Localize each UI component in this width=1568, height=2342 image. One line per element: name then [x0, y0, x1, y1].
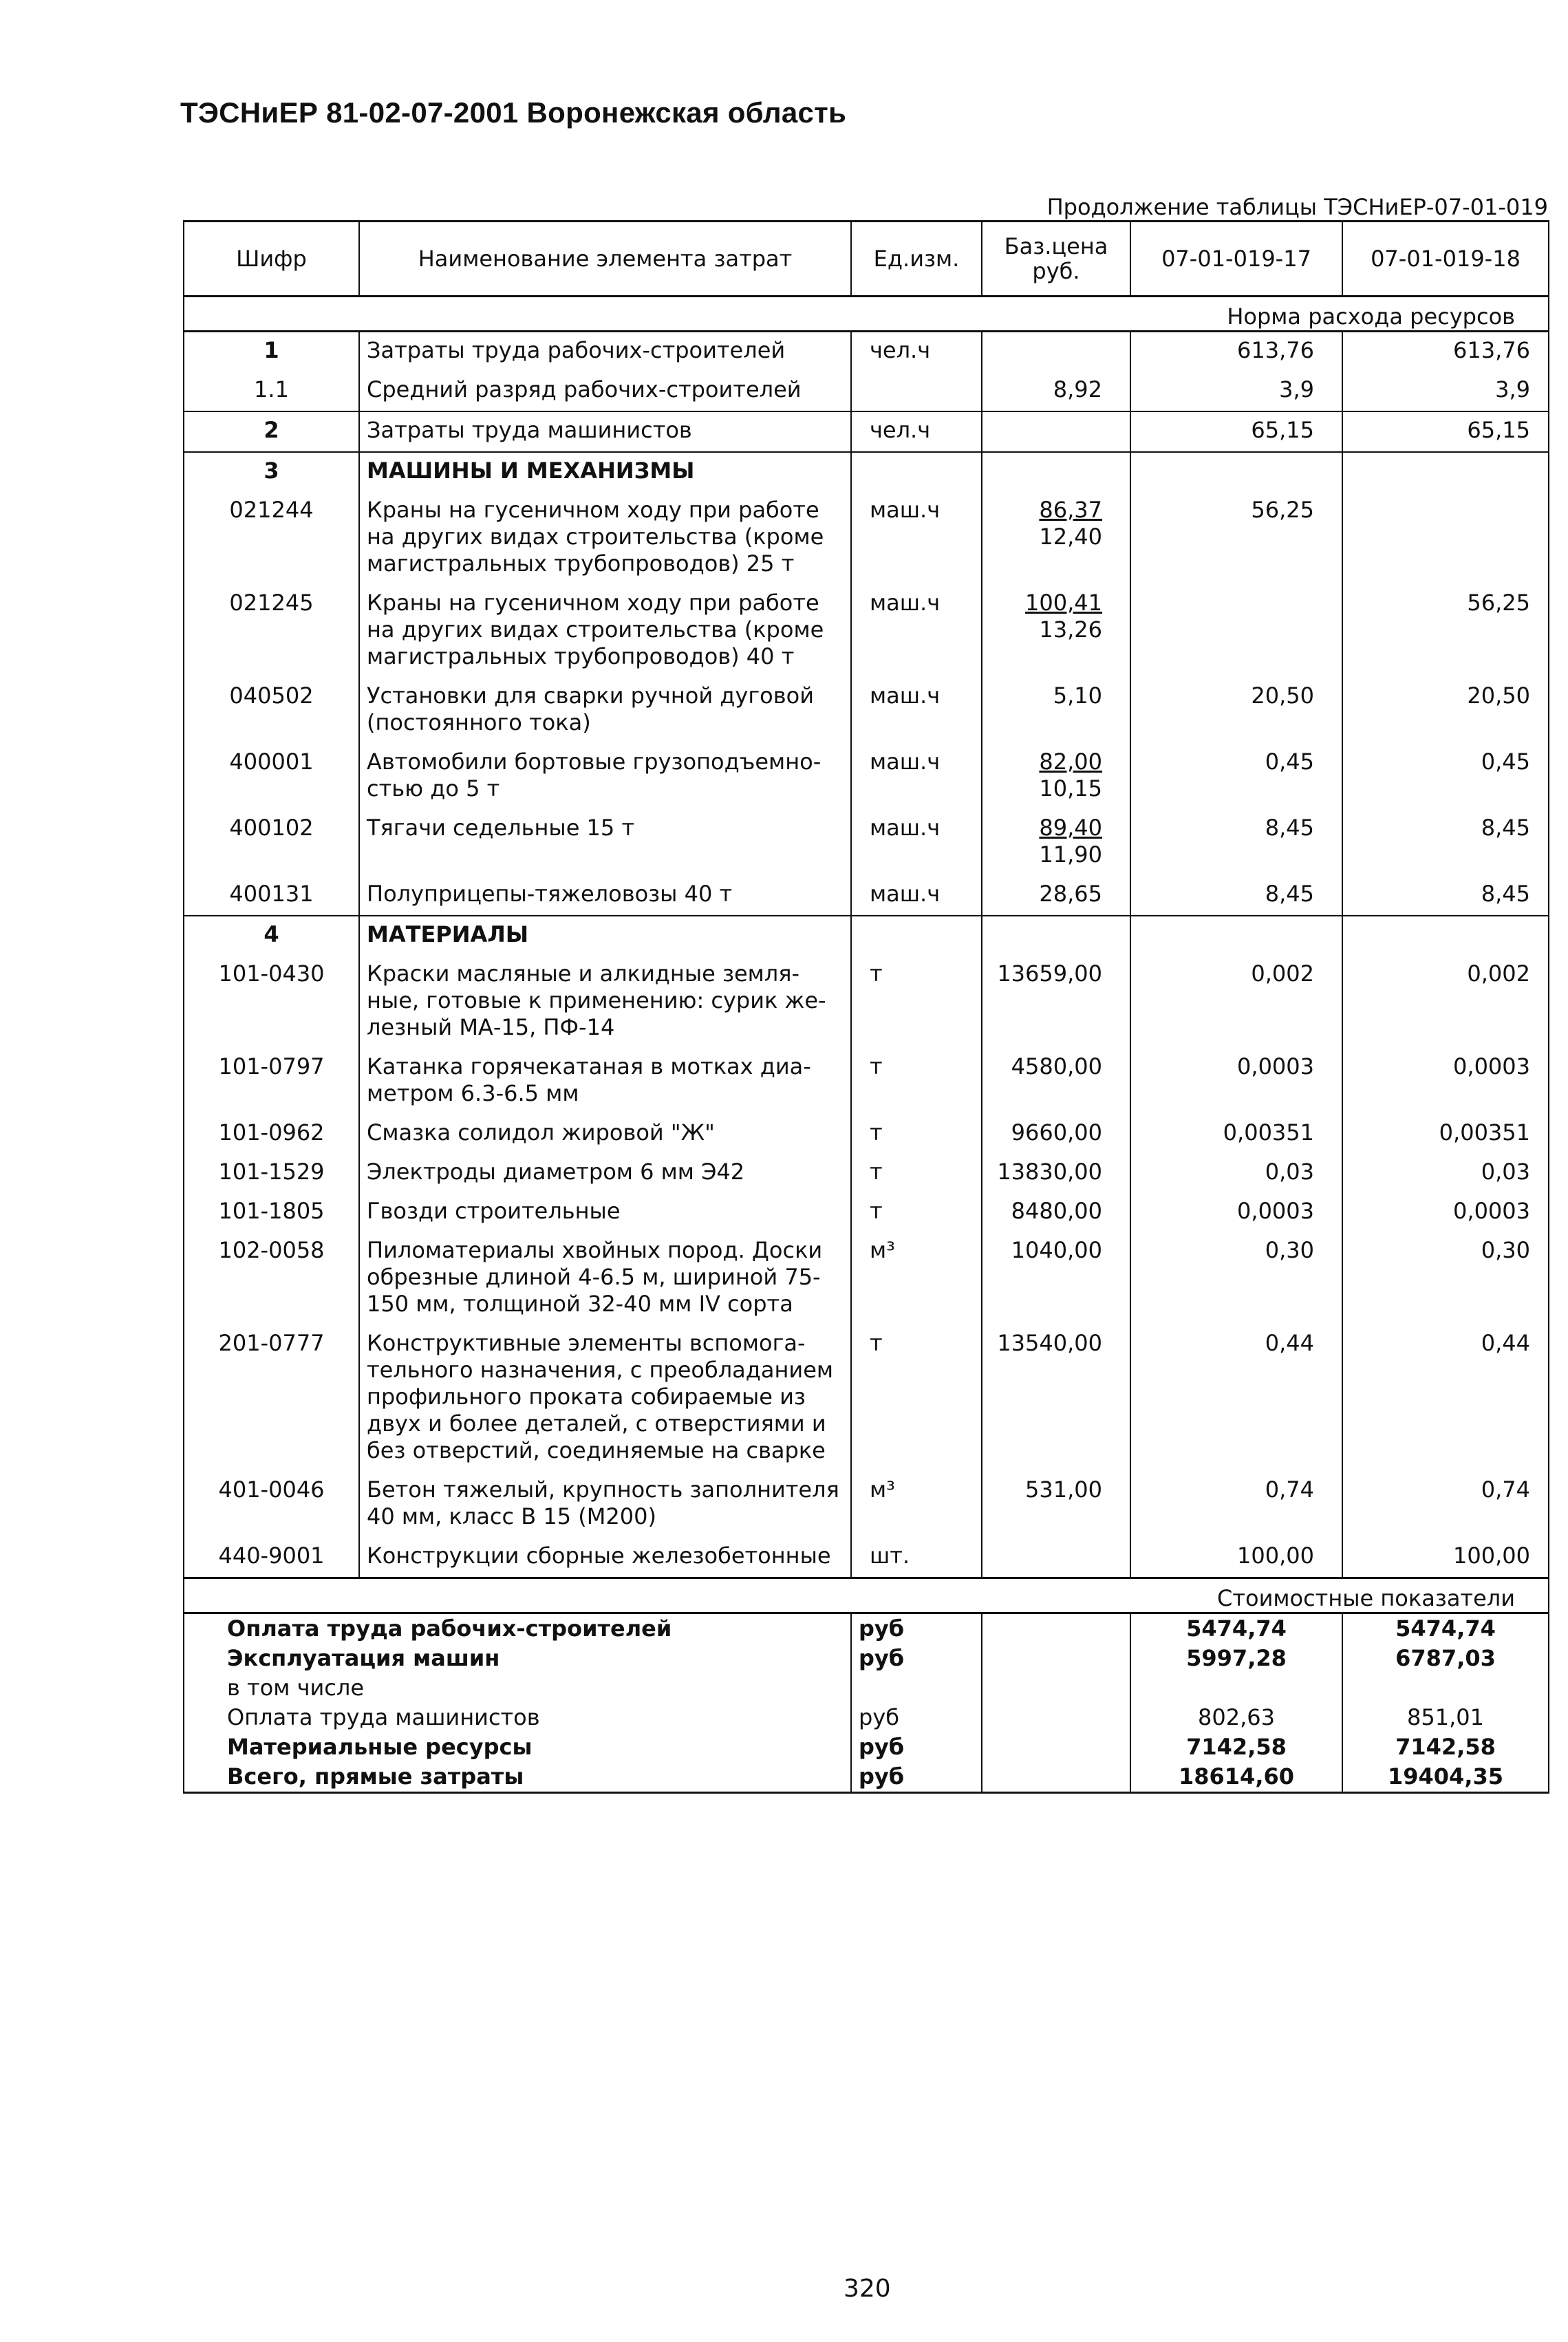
row-price-value: 9660,00 [1011, 1119, 1102, 1146]
table-row [184, 492, 1549, 585]
row-name: Конструкции сборные железобетонные [359, 1538, 851, 1578]
row-name: Смазка солидол жировой "Ж" [359, 1115, 851, 1154]
totals-value-018: 851,01 [1342, 1703, 1549, 1732]
table-row [184, 1325, 1549, 1472]
row-value-017: 20,50 [1130, 678, 1342, 744]
row-unit: маш.ч [851, 585, 982, 678]
totals-unit [851, 1673, 982, 1703]
row-value-017: 56,25 [1130, 492, 1342, 585]
header-col-018: 07-01-019-18 [1342, 222, 1549, 297]
row-price [982, 332, 1130, 372]
row-value-018: 8,45 [1342, 876, 1549, 916]
row-price-value: 13540,00 [997, 1330, 1102, 1356]
row-price-value: 100,41 [1025, 590, 1102, 616]
table-row [184, 678, 1549, 744]
row-code: 2 [184, 411, 359, 452]
row-value-018: 0,45 [1342, 744, 1549, 810]
row-price [982, 876, 1130, 916]
row-unit: т [851, 956, 982, 1049]
row-value-017 [1130, 916, 1342, 956]
totals-value-017: 7142,58 [1130, 1732, 1342, 1762]
table-row [184, 1472, 1549, 1538]
totals-price-blank [982, 1762, 1130, 1793]
totals-unit: руб [851, 1732, 982, 1762]
table-row [184, 810, 1549, 876]
header-base-price-line2: руб. [1032, 258, 1080, 284]
row-unit: т [851, 1325, 982, 1472]
row-value-018: 0,0003 [1342, 1193, 1549, 1232]
row-unit: маш.ч [851, 492, 982, 585]
norm-caption: Норма расхода ресурсов [184, 297, 1549, 332]
totals-value-017 [1130, 1673, 1342, 1703]
row-value-017: 8,45 [1130, 876, 1342, 916]
header-unit: Ед.изм. [851, 222, 982, 297]
totals-price-blank [982, 1613, 1130, 1644]
row-value-018: 613,76 [1342, 332, 1549, 372]
header-code: Шифр [184, 222, 359, 297]
totals-value-018 [1342, 1673, 1549, 1703]
row-unit: т [851, 1193, 982, 1232]
row-name: МАШИНЫ И МЕХАНИЗМЫ [359, 452, 851, 492]
table-row [184, 585, 1549, 678]
row-unit: чел.ч [851, 332, 982, 372]
table-row [184, 1232, 1549, 1325]
row-code: 101-1805 [184, 1193, 359, 1232]
totals-value-018: 6787,03 [1342, 1644, 1549, 1673]
row-price [982, 372, 1130, 411]
row-code: 4 [184, 916, 359, 956]
row-name: Затраты труда машинистов [359, 411, 851, 452]
totals-label: Эксплуатация машин [184, 1644, 851, 1673]
row-price-value: 8,92 [1053, 376, 1102, 402]
totals-value-018: 5474,74 [1342, 1613, 1549, 1644]
header-base-price [982, 222, 1130, 297]
totals-row [184, 1732, 1549, 1762]
table-continuation-caption: Продолжение таблицы ТЭСНиЕР-07-01-019 [1046, 194, 1548, 220]
row-value-017: 100,00 [1130, 1538, 1342, 1578]
row-unit: маш.ч [851, 876, 982, 916]
table-row [184, 1154, 1549, 1193]
row-price [982, 956, 1130, 1049]
row-price-value: 89,40 [1039, 815, 1102, 841]
row-price [982, 1115, 1130, 1154]
row-value-017 [1130, 585, 1342, 678]
row-code: 101-0430 [184, 956, 359, 1049]
header-base-price-line1: Баз.цена [1004, 233, 1108, 259]
totals-price-blank [982, 1673, 1130, 1703]
row-value-017: 3,9 [1130, 372, 1342, 411]
totals-unit: руб [851, 1762, 982, 1793]
row-price-value: 82,00 [1039, 749, 1102, 775]
row-unit [851, 452, 982, 492]
table-header-row [184, 222, 1549, 297]
row-name: Краны на гусеничном ходу при работе на других видах строительства (кроме магистральных трубопроводов) 40 т [359, 585, 851, 678]
totals-row [184, 1613, 1549, 1644]
row-unit: т [851, 1154, 982, 1193]
row-code: 440-9001 [184, 1538, 359, 1578]
row-price [982, 1325, 1130, 1472]
row-value-018 [1342, 492, 1549, 585]
totals-row [184, 1644, 1549, 1673]
row-price-value: 13830,00 [997, 1159, 1102, 1185]
row-name: Краски масляные и алкидные земля-ные, готовые к применению: сурик же-лезный МА-15, ПФ-14 [359, 956, 851, 1049]
table-row [184, 876, 1549, 916]
row-code: 040502 [184, 678, 359, 744]
row-name: МАТЕРИАЛЫ [359, 916, 851, 956]
row-price-operator-wage: 13,26 [1039, 616, 1102, 643]
row-price-operator-wage: 11,90 [1039, 841, 1102, 868]
totals-label: Материальные ресурсы [184, 1732, 851, 1762]
totals-price-blank [982, 1732, 1130, 1762]
row-code: 021245 [184, 585, 359, 678]
table-row [184, 332, 1549, 372]
table-row [184, 1049, 1549, 1115]
row-value-017: 0,45 [1130, 744, 1342, 810]
row-price [982, 1154, 1130, 1193]
totals-price-blank [982, 1703, 1130, 1732]
row-code: 400131 [184, 876, 359, 916]
totals-value-017: 18614,60 [1130, 1762, 1342, 1793]
row-code: 3 [184, 452, 359, 492]
row-value-017: 0,00351 [1130, 1115, 1342, 1154]
totals-value-017: 5474,74 [1130, 1613, 1342, 1644]
row-name: Затраты труда рабочих-строителей [359, 332, 851, 372]
table-row [184, 452, 1549, 492]
row-code: 400001 [184, 744, 359, 810]
row-value-017: 0,002 [1130, 956, 1342, 1049]
row-price [982, 1472, 1130, 1538]
row-price-operator-wage: 12,40 [1039, 524, 1102, 550]
row-code: 201-0777 [184, 1325, 359, 1472]
row-code: 102-0058 [184, 1232, 359, 1325]
row-value-018: 0,00351 [1342, 1115, 1549, 1154]
row-unit: т [851, 1049, 982, 1115]
row-price-value: 13659,00 [997, 960, 1102, 987]
row-price-value: 531,00 [1025, 1476, 1102, 1503]
row-value-018: 100,00 [1342, 1538, 1549, 1578]
row-value-018: 65,15 [1342, 411, 1549, 452]
row-unit: шт. [851, 1538, 982, 1578]
resource-rows [184, 332, 1549, 1578]
row-unit: м³ [851, 1232, 982, 1325]
row-value-017: 0,44 [1130, 1325, 1342, 1472]
row-value-018 [1342, 452, 1549, 492]
row-value-018: 0,30 [1342, 1232, 1549, 1325]
row-value-018: 20,50 [1342, 678, 1549, 744]
row-code: 101-0797 [184, 1049, 359, 1115]
row-value-017 [1130, 452, 1342, 492]
row-price-value: 86,37 [1039, 497, 1102, 523]
row-unit: маш.ч [851, 678, 982, 744]
row-unit: чел.ч [851, 411, 982, 452]
row-value-018 [1342, 916, 1549, 956]
row-price [982, 678, 1130, 744]
row-code: 021244 [184, 492, 359, 585]
row-price [982, 452, 1130, 492]
row-value-018: 0,002 [1342, 956, 1549, 1049]
table-row [184, 1115, 1549, 1154]
row-price-value: 4580,00 [1011, 1053, 1102, 1079]
row-value-018: 0,74 [1342, 1472, 1549, 1538]
row-value-018: 56,25 [1342, 585, 1549, 678]
row-value-017: 65,15 [1130, 411, 1342, 452]
row-code: 400102 [184, 810, 359, 876]
table-row [184, 1193, 1549, 1232]
row-price-operator-wage: 10,15 [1039, 775, 1102, 802]
totals-value-018: 19404,35 [1342, 1762, 1549, 1793]
totals-row [184, 1703, 1549, 1732]
row-value-017: 0,30 [1130, 1232, 1342, 1325]
row-unit: маш.ч [851, 810, 982, 876]
document-title: ТЭСНиЕР 81-02-07-2001 Воронежская область [180, 96, 847, 129]
row-unit [851, 372, 982, 411]
row-unit: м³ [851, 1472, 982, 1538]
row-value-018: 0,03 [1342, 1154, 1549, 1193]
totals-label: в том числе [184, 1673, 851, 1703]
totals-price-blank [982, 1644, 1130, 1673]
total-rows [184, 1613, 1549, 1793]
row-name: Тягачи седельные 15 т [359, 810, 851, 876]
row-price [982, 1232, 1130, 1325]
row-price [982, 810, 1130, 876]
row-name: Автомобили бортовые грузоподъемно-стью до 5 т [359, 744, 851, 810]
table-row [184, 372, 1549, 411]
row-price [982, 585, 1130, 678]
row-price-value: 5,10 [1053, 683, 1102, 709]
resource-table [183, 220, 1549, 1794]
totals-value-018: 7142,58 [1342, 1732, 1549, 1762]
table-row [184, 1538, 1549, 1578]
totals-label: Оплата труда рабочих-строителей [184, 1613, 851, 1644]
totals-unit: руб [851, 1644, 982, 1673]
row-value-017: 8,45 [1130, 810, 1342, 876]
cost-caption-row [184, 1578, 1549, 1613]
norm-caption-row [184, 297, 1549, 332]
row-code: 401-0046 [184, 1472, 359, 1538]
row-price-value: 1040,00 [1011, 1237, 1102, 1263]
row-name: Бетон тяжелый, крупность заполнителя 40 мм, класс В 15 (М200) [359, 1472, 851, 1538]
row-name: Конструктивные элементы вспомога-тельного назначения, с преобладанием профильного проката собираемые из двух и более деталей, с отверстиями и без отверстий, соединяемые на сварке [359, 1325, 851, 1472]
totals-label: Всего, прямые затраты [184, 1762, 851, 1793]
row-unit: т [851, 1115, 982, 1154]
row-name: Электроды диаметром 6 мм Э42 [359, 1154, 851, 1193]
row-price-value: 8480,00 [1011, 1198, 1102, 1224]
row-name: Средний разряд рабочих-строителей [359, 372, 851, 411]
row-code: 101-1529 [184, 1154, 359, 1193]
row-value-018: 8,45 [1342, 810, 1549, 876]
totals-unit: руб [851, 1703, 982, 1732]
totals-unit: руб [851, 1613, 982, 1644]
row-code: 1 [184, 332, 359, 372]
table-row [184, 411, 1549, 452]
totals-value-017: 5997,28 [1130, 1644, 1342, 1673]
row-code: 101-0962 [184, 1115, 359, 1154]
row-value-017: 613,76 [1130, 332, 1342, 372]
row-price [982, 1049, 1130, 1115]
row-value-018: 0,44 [1342, 1325, 1549, 1472]
row-name: Гвозди строительные [359, 1193, 851, 1232]
table-row [184, 956, 1549, 1049]
row-name: Катанка горячекатаная в мотках диа-метром 6.3-6.5 мм [359, 1049, 851, 1115]
row-unit: маш.ч [851, 744, 982, 810]
header-col-017: 07-01-019-17 [1130, 222, 1342, 297]
row-price [982, 411, 1130, 452]
totals-label: Оплата труда машинистов [184, 1703, 851, 1732]
row-name: Полуприцепы-тяжеловозы 40 т [359, 876, 851, 916]
row-name: Краны на гусеничном ходу при работе на других видах строительства (кроме магистральных трубопроводов) 25 т [359, 492, 851, 585]
row-price [982, 916, 1130, 956]
totals-row [184, 1762, 1549, 1793]
row-price [982, 1538, 1130, 1578]
row-value-018: 0,0003 [1342, 1049, 1549, 1115]
row-name: Пиломатериалы хвойных пород. Доски обрезные длиной 4-6.5 м, шириной 75-150 мм, толщиной 32-40 мм IV сорта [359, 1232, 851, 1325]
row-value-017: 0,03 [1130, 1154, 1342, 1193]
row-value-017: 0,0003 [1130, 1049, 1342, 1115]
row-value-018: 3,9 [1342, 372, 1549, 411]
row-code: 1.1 [184, 372, 359, 411]
table-row [184, 744, 1549, 810]
cost-caption: Стоимостные показатели [184, 1578, 1549, 1613]
row-value-017: 0,74 [1130, 1472, 1342, 1538]
row-value-017: 0,0003 [1130, 1193, 1342, 1232]
table-row [184, 916, 1549, 956]
row-unit [851, 916, 982, 956]
row-name: Установки для сварки ручной дуговой (постоянного тока) [359, 678, 851, 744]
totals-row [184, 1673, 1549, 1703]
row-price-value: 28,65 [1039, 881, 1102, 907]
row-price [982, 1193, 1130, 1232]
row-price [982, 492, 1130, 585]
totals-value-017: 802,63 [1130, 1703, 1342, 1732]
page-number: 320 [844, 2275, 891, 2303]
header-name: Наименование элемента затрат [359, 222, 851, 297]
row-price [982, 744, 1130, 810]
